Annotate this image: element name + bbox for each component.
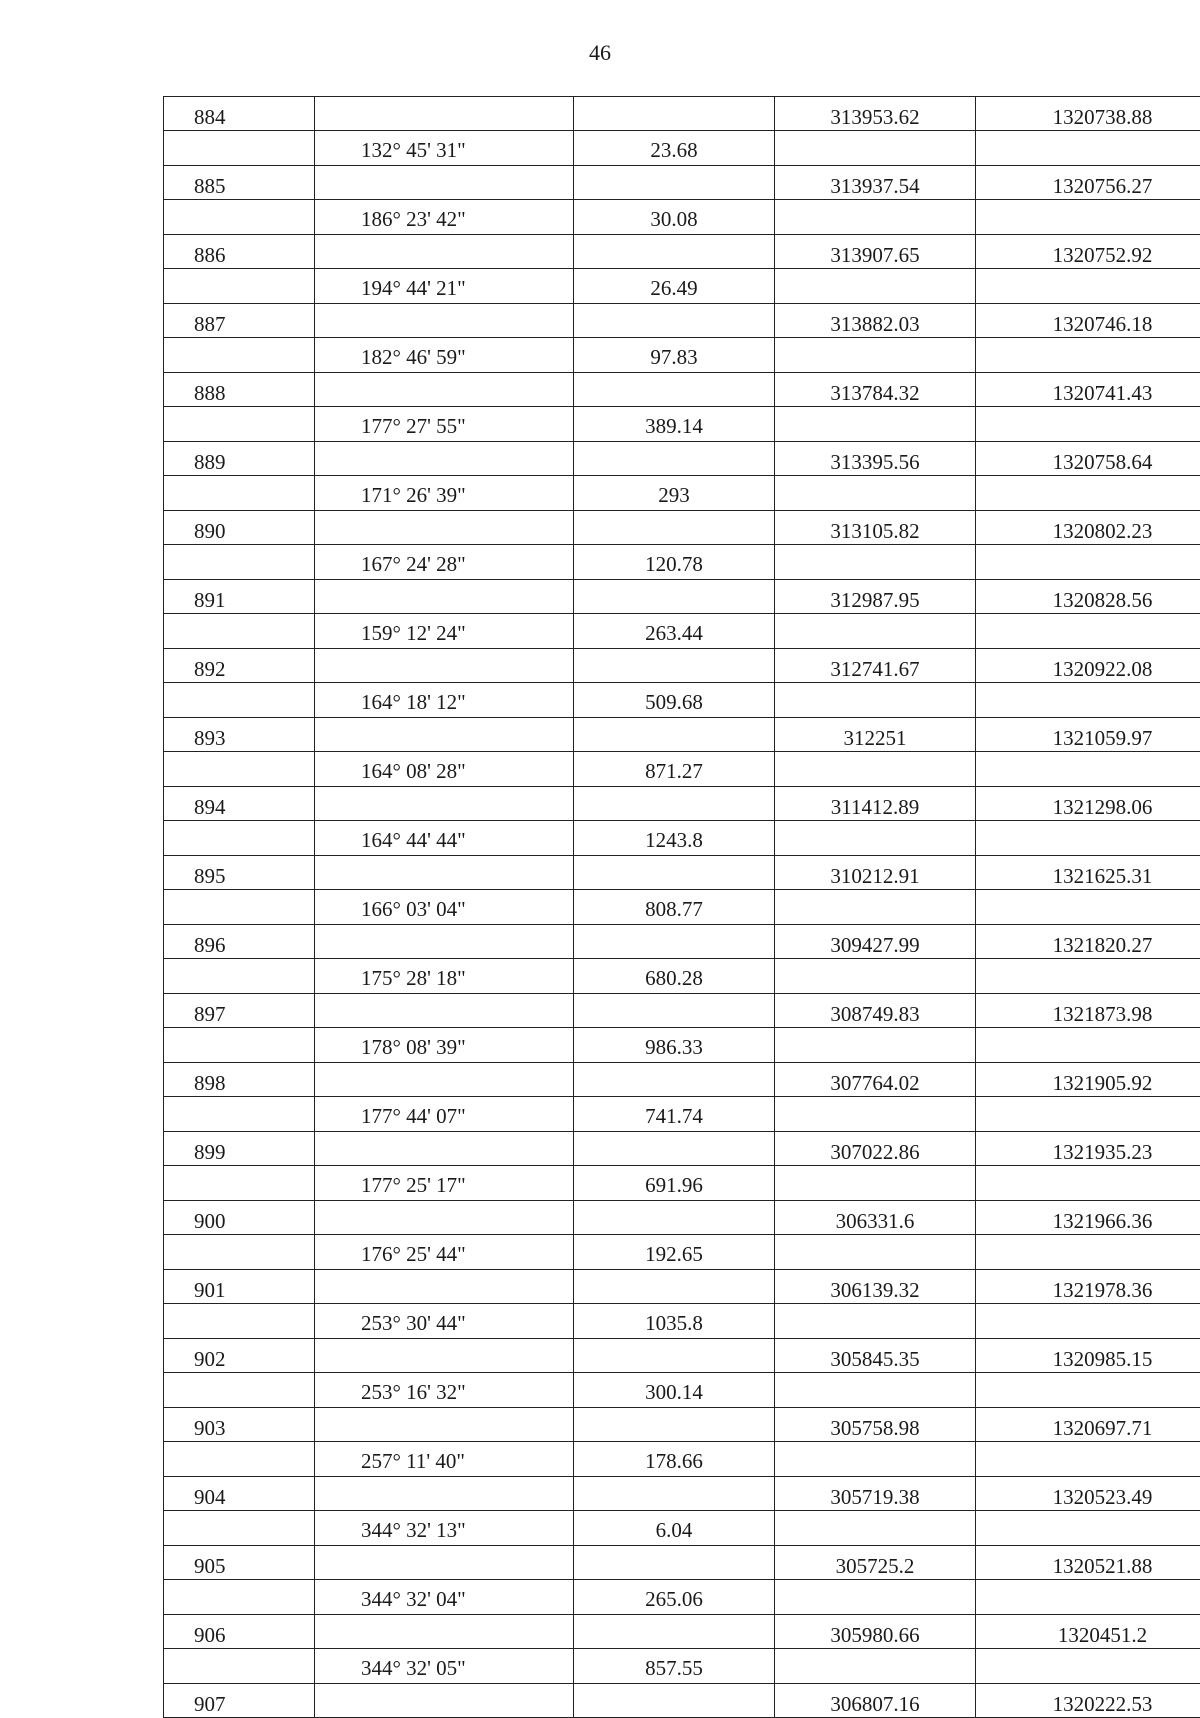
y-coordinate-cell: 1321873.98	[976, 994, 1200, 1028]
y-coordinate-cell: 1320828.56	[976, 580, 1200, 614]
segment-row	[164, 1165, 1200, 1201]
bearing-cell: 159° 12' 24"	[315, 613, 574, 649]
point-id-cell: 886	[164, 235, 315, 269]
point-id-cell	[164, 475, 315, 511]
x-coordinate-cell: 307764.02	[775, 1063, 976, 1097]
bearing-cell: 253° 16' 32"	[315, 1372, 574, 1408]
bearing-cell: 164° 44' 44"	[315, 820, 574, 856]
y-coordinate-cell: 1321625.31	[976, 856, 1200, 890]
distance-cell: 192.65	[574, 1234, 775, 1270]
distance-cell	[574, 1684, 775, 1718]
point-id-cell	[164, 682, 315, 718]
y-coordinate-cell: 1320697.71	[976, 1408, 1200, 1442]
point-row	[164, 1477, 1200, 1511]
point-id-cell	[164, 820, 315, 856]
distance-cell	[574, 580, 775, 614]
bearing-cell: 175° 28' 18"	[315, 958, 574, 994]
bearing-cell	[315, 1546, 574, 1580]
point-id-cell: 885	[164, 166, 315, 200]
distance-cell	[574, 511, 775, 545]
y-coordinate-cell	[976, 1165, 1200, 1201]
point-row	[164, 1063, 1200, 1097]
x-coordinate-cell	[775, 820, 976, 856]
x-coordinate-cell	[775, 406, 976, 442]
y-coordinate-cell	[976, 268, 1200, 304]
distance-cell	[574, 235, 775, 269]
bearing-cell	[315, 235, 574, 269]
y-coordinate-cell	[976, 130, 1200, 166]
segment-row	[164, 1027, 1200, 1063]
y-coordinate-cell: 1320738.88	[976, 97, 1200, 131]
y-coordinate-cell	[976, 475, 1200, 511]
point-id-cell	[164, 958, 315, 994]
x-coordinate-cell: 305980.66	[775, 1615, 976, 1649]
bearing-cell	[315, 1339, 574, 1373]
x-coordinate-cell: 307022.86	[775, 1132, 976, 1166]
point-id-cell: 907	[164, 1684, 315, 1718]
distance-cell	[574, 718, 775, 752]
bearing-cell	[315, 718, 574, 752]
y-coordinate-cell	[976, 544, 1200, 580]
distance-cell	[574, 304, 775, 338]
point-row	[164, 373, 1200, 407]
distance-cell	[574, 1477, 775, 1511]
bearing-cell: 253° 30' 44"	[315, 1303, 574, 1339]
distance-cell: 691.96	[574, 1165, 775, 1201]
segment-row	[164, 889, 1200, 925]
point-id-cell	[164, 199, 315, 235]
point-row	[164, 1684, 1200, 1718]
point-id-cell	[164, 1510, 315, 1546]
y-coordinate-cell: 1320758.64	[976, 442, 1200, 476]
y-coordinate-cell: 1320802.23	[976, 511, 1200, 545]
y-coordinate-cell: 1321820.27	[976, 925, 1200, 959]
point-row	[164, 856, 1200, 890]
segment-row	[164, 337, 1200, 373]
point-id-cell: 904	[164, 1477, 315, 1511]
x-coordinate-cell: 306331.6	[775, 1201, 976, 1235]
bearing-cell	[315, 787, 574, 821]
distance-cell: 97.83	[574, 337, 775, 373]
distance-cell	[574, 1339, 775, 1373]
point-row	[164, 235, 1200, 269]
point-row	[164, 925, 1200, 959]
segment-row	[164, 751, 1200, 787]
point-id-cell: 891	[164, 580, 315, 614]
y-coordinate-cell: 1321966.36	[976, 1201, 1200, 1235]
y-coordinate-cell	[976, 1303, 1200, 1339]
segment-row	[164, 544, 1200, 580]
x-coordinate-cell	[775, 1441, 976, 1477]
bearing-cell: 167° 24' 28"	[315, 544, 574, 580]
point-id-cell: 900	[164, 1201, 315, 1235]
x-coordinate-cell: 305719.38	[775, 1477, 976, 1511]
distance-cell	[574, 1615, 775, 1649]
segment-row	[164, 268, 1200, 304]
y-coordinate-cell: 1320523.49	[976, 1477, 1200, 1511]
point-row	[164, 649, 1200, 683]
segment-row	[164, 1510, 1200, 1546]
segment-row	[164, 1372, 1200, 1408]
point-id-cell: 890	[164, 511, 315, 545]
x-coordinate-cell: 312251	[775, 718, 976, 752]
distance-cell: 389.14	[574, 406, 775, 442]
bearing-cell	[315, 1684, 574, 1718]
bearing-cell: 164° 08' 28"	[315, 751, 574, 787]
point-id-cell: 895	[164, 856, 315, 890]
y-coordinate-cell: 1321935.23	[976, 1132, 1200, 1166]
x-coordinate-cell: 308749.83	[775, 994, 976, 1028]
distance-cell: 300.14	[574, 1372, 775, 1408]
x-coordinate-cell	[775, 337, 976, 373]
x-coordinate-cell: 313937.54	[775, 166, 976, 200]
bearing-cell: 344° 32' 05"	[315, 1648, 574, 1684]
x-coordinate-cell: 312987.95	[775, 580, 976, 614]
point-id-cell: 884	[164, 97, 315, 131]
point-row	[164, 511, 1200, 545]
point-id-cell: 896	[164, 925, 315, 959]
distance-cell: 1035.8	[574, 1303, 775, 1339]
point-id-cell	[164, 1303, 315, 1339]
bearing-cell	[315, 856, 574, 890]
y-coordinate-cell	[976, 1234, 1200, 1270]
y-coordinate-cell: 1321298.06	[976, 787, 1200, 821]
y-coordinate-cell: 1320451.2	[976, 1615, 1200, 1649]
segment-row	[164, 406, 1200, 442]
bearing-cell: 176° 25' 44"	[315, 1234, 574, 1270]
point-id-cell	[164, 406, 315, 442]
y-coordinate-cell: 1321905.92	[976, 1063, 1200, 1097]
bearing-cell: 177° 27' 55"	[315, 406, 574, 442]
y-coordinate-cell	[976, 889, 1200, 925]
y-coordinate-cell	[976, 1441, 1200, 1477]
x-coordinate-cell: 309427.99	[775, 925, 976, 959]
bearing-cell: 132° 45' 31"	[315, 130, 574, 166]
distance-cell: 120.78	[574, 544, 775, 580]
distance-cell	[574, 442, 775, 476]
point-id-cell	[164, 1027, 315, 1063]
distance-cell: 26.49	[574, 268, 775, 304]
point-row	[164, 304, 1200, 338]
point-id-cell: 894	[164, 787, 315, 821]
point-id-cell	[164, 268, 315, 304]
x-coordinate-cell: 305725.2	[775, 1546, 976, 1580]
x-coordinate-cell: 313395.56	[775, 442, 976, 476]
distance-cell	[574, 1201, 775, 1235]
point-id-cell: 899	[164, 1132, 315, 1166]
segment-row	[164, 613, 1200, 649]
segment-row	[164, 130, 1200, 166]
distance-cell: 680.28	[574, 958, 775, 994]
y-coordinate-cell: 1320741.43	[976, 373, 1200, 407]
y-coordinate-cell	[976, 199, 1200, 235]
point-id-cell	[164, 1648, 315, 1684]
y-coordinate-cell: 1320222.53	[976, 1684, 1200, 1718]
segment-row	[164, 820, 1200, 856]
bearing-cell: 171° 26' 39"	[315, 475, 574, 511]
y-coordinate-cell: 1320922.08	[976, 649, 1200, 683]
point-id-cell	[164, 1165, 315, 1201]
y-coordinate-cell: 1321978.36	[976, 1270, 1200, 1304]
x-coordinate-cell	[775, 958, 976, 994]
segment-row	[164, 1096, 1200, 1132]
distance-cell: 263.44	[574, 613, 775, 649]
distance-cell: 871.27	[574, 751, 775, 787]
point-row	[164, 1546, 1200, 1580]
bearing-cell: 194° 44' 21"	[315, 268, 574, 304]
x-coordinate-cell	[775, 1303, 976, 1339]
y-coordinate-cell: 1320985.15	[976, 1339, 1200, 1373]
x-coordinate-cell: 313953.62	[775, 97, 976, 131]
x-coordinate-cell	[775, 1096, 976, 1132]
point-row	[164, 994, 1200, 1028]
x-coordinate-cell	[775, 268, 976, 304]
page-number: 46	[0, 40, 1200, 66]
bearing-cell: 166° 03' 04"	[315, 889, 574, 925]
point-id-cell	[164, 1372, 315, 1408]
x-coordinate-cell: 306807.16	[775, 1684, 976, 1718]
point-row	[164, 442, 1200, 476]
point-row	[164, 1408, 1200, 1442]
y-coordinate-cell	[976, 820, 1200, 856]
segment-row	[164, 1579, 1200, 1615]
distance-cell: 265.06	[574, 1579, 775, 1615]
distance-cell	[574, 1063, 775, 1097]
x-coordinate-cell: 313105.82	[775, 511, 976, 545]
distance-cell: 741.74	[574, 1096, 775, 1132]
segment-row	[164, 199, 1200, 235]
distance-cell: 23.68	[574, 130, 775, 166]
bearing-cell	[315, 442, 574, 476]
point-id-cell: 906	[164, 1615, 315, 1649]
segment-row	[164, 1441, 1200, 1477]
point-id-cell: 897	[164, 994, 315, 1028]
point-id-cell	[164, 130, 315, 166]
distance-cell	[574, 994, 775, 1028]
distance-cell: 30.08	[574, 199, 775, 235]
bearing-cell	[315, 1615, 574, 1649]
y-coordinate-cell	[976, 1027, 1200, 1063]
point-id-cell: 898	[164, 1063, 315, 1097]
segment-row	[164, 1234, 1200, 1270]
point-id-cell: 902	[164, 1339, 315, 1373]
bearing-cell: 257° 11' 40"	[315, 1441, 574, 1477]
point-id-cell	[164, 1096, 315, 1132]
bearing-cell: 186° 23' 42"	[315, 199, 574, 235]
bearing-cell	[315, 1270, 574, 1304]
point-id-cell: 888	[164, 373, 315, 407]
x-coordinate-cell	[775, 889, 976, 925]
y-coordinate-cell: 1321059.97	[976, 718, 1200, 752]
point-row	[164, 1201, 1200, 1235]
distance-cell: 808.77	[574, 889, 775, 925]
distance-cell	[574, 1270, 775, 1304]
y-coordinate-cell	[976, 1579, 1200, 1615]
bearing-cell	[315, 925, 574, 959]
point-id-cell	[164, 1234, 315, 1270]
distance-cell	[574, 1546, 775, 1580]
distance-cell: 986.33	[574, 1027, 775, 1063]
y-coordinate-cell: 1320521.88	[976, 1546, 1200, 1580]
segment-row	[164, 682, 1200, 718]
y-coordinate-cell	[976, 337, 1200, 373]
y-coordinate-cell	[976, 613, 1200, 649]
x-coordinate-cell: 313784.32	[775, 373, 976, 407]
point-id-cell	[164, 613, 315, 649]
y-coordinate-cell	[976, 682, 1200, 718]
bearing-cell: 164° 18' 12"	[315, 682, 574, 718]
segment-row	[164, 1648, 1200, 1684]
x-coordinate-cell	[775, 544, 976, 580]
x-coordinate-cell	[775, 1165, 976, 1201]
distance-cell	[574, 97, 775, 131]
point-row	[164, 787, 1200, 821]
x-coordinate-cell	[775, 1510, 976, 1546]
x-coordinate-cell	[775, 475, 976, 511]
x-coordinate-cell	[775, 1648, 976, 1684]
y-coordinate-cell: 1320746.18	[976, 304, 1200, 338]
bearing-cell: 177° 25' 17"	[315, 1165, 574, 1201]
bearing-cell: 178° 08' 39"	[315, 1027, 574, 1063]
distance-cell	[574, 649, 775, 683]
y-coordinate-cell	[976, 1372, 1200, 1408]
distance-cell: 178.66	[574, 1441, 775, 1477]
point-row	[164, 1270, 1200, 1304]
point-id-cell: 903	[164, 1408, 315, 1442]
bearing-cell	[315, 1477, 574, 1511]
point-row	[164, 1339, 1200, 1373]
bearing-cell	[315, 304, 574, 338]
distance-cell	[574, 373, 775, 407]
distance-cell	[574, 925, 775, 959]
x-coordinate-cell	[775, 751, 976, 787]
survey-table-body	[164, 97, 1200, 1718]
segment-row	[164, 958, 1200, 994]
x-coordinate-cell	[775, 1579, 976, 1615]
bearing-cell	[315, 1132, 574, 1166]
bearing-cell	[315, 511, 574, 545]
distance-cell: 857.55	[574, 1648, 775, 1684]
bearing-cell	[315, 1201, 574, 1235]
bearing-cell: 182° 46' 59"	[315, 337, 574, 373]
x-coordinate-cell	[775, 682, 976, 718]
point-id-cell: 887	[164, 304, 315, 338]
y-coordinate-cell	[976, 1648, 1200, 1684]
distance-cell: 1243.8	[574, 820, 775, 856]
y-coordinate-cell: 1320752.92	[976, 235, 1200, 269]
point-id-cell	[164, 751, 315, 787]
point-row	[164, 1615, 1200, 1649]
bearing-cell: 177° 44' 07"	[315, 1096, 574, 1132]
point-id-cell: 905	[164, 1546, 315, 1580]
point-row	[164, 580, 1200, 614]
x-coordinate-cell: 306139.32	[775, 1270, 976, 1304]
x-coordinate-cell	[775, 199, 976, 235]
segment-row	[164, 475, 1200, 511]
point-id-cell	[164, 1441, 315, 1477]
x-coordinate-cell	[775, 1372, 976, 1408]
distance-cell	[574, 166, 775, 200]
point-id-cell: 901	[164, 1270, 315, 1304]
x-coordinate-cell: 305758.98	[775, 1408, 976, 1442]
distance-cell	[574, 1408, 775, 1442]
distance-cell: 509.68	[574, 682, 775, 718]
bearing-cell: 344° 32' 04"	[315, 1579, 574, 1615]
x-coordinate-cell	[775, 130, 976, 166]
point-id-cell	[164, 1579, 315, 1615]
distance-cell	[574, 856, 775, 890]
point-id-cell: 892	[164, 649, 315, 683]
point-row	[164, 718, 1200, 752]
bearing-cell	[315, 373, 574, 407]
distance-cell	[574, 787, 775, 821]
y-coordinate-cell	[976, 1510, 1200, 1546]
y-coordinate-cell: 1320756.27	[976, 166, 1200, 200]
point-id-cell: 889	[164, 442, 315, 476]
point-row	[164, 166, 1200, 200]
bearing-cell	[315, 649, 574, 683]
y-coordinate-cell	[976, 1096, 1200, 1132]
x-coordinate-cell: 310212.91	[775, 856, 976, 890]
point-id-cell	[164, 544, 315, 580]
y-coordinate-cell	[976, 958, 1200, 994]
y-coordinate-cell	[976, 406, 1200, 442]
bearing-cell	[315, 580, 574, 614]
x-coordinate-cell	[775, 1234, 976, 1270]
bearing-cell	[315, 97, 574, 131]
x-coordinate-cell	[775, 1027, 976, 1063]
x-coordinate-cell: 311412.89	[775, 787, 976, 821]
x-coordinate-cell	[775, 613, 976, 649]
point-row	[164, 1132, 1200, 1166]
x-coordinate-cell: 313882.03	[775, 304, 976, 338]
x-coordinate-cell: 312741.67	[775, 649, 976, 683]
bearing-cell	[315, 1408, 574, 1442]
distance-cell: 6.04	[574, 1510, 775, 1546]
survey-coordinate-table	[163, 96, 1200, 1718]
point-id-cell	[164, 889, 315, 925]
distance-cell: 293	[574, 475, 775, 511]
bearing-cell	[315, 166, 574, 200]
bearing-cell: 344° 32' 13"	[315, 1510, 574, 1546]
segment-row	[164, 1303, 1200, 1339]
x-coordinate-cell: 305845.35	[775, 1339, 976, 1373]
point-id-cell: 893	[164, 718, 315, 752]
bearing-cell	[315, 994, 574, 1028]
point-id-cell	[164, 337, 315, 373]
point-row	[164, 97, 1200, 131]
distance-cell	[574, 1132, 775, 1166]
x-coordinate-cell: 313907.65	[775, 235, 976, 269]
y-coordinate-cell	[976, 751, 1200, 787]
bearing-cell	[315, 1063, 574, 1097]
